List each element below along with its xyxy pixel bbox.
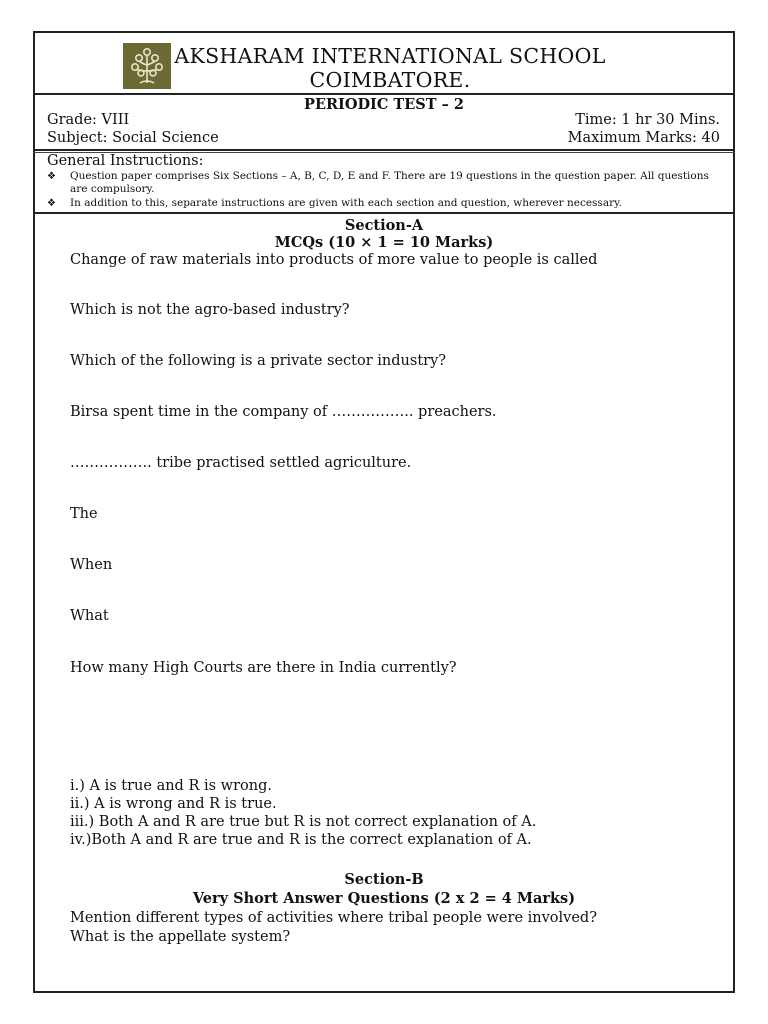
assertion-reason-option: iii.) Both A and R are true but R is not correct explanation of A. [70, 814, 537, 830]
question-text: Change of raw materials into products of more value to people is called [70, 252, 598, 268]
question-text: …………….. tribe practised settled agriculture. [70, 455, 412, 471]
diamond-bullet-icon: ❖ [47, 171, 56, 182]
school-city: COIMBATORE. [309, 68, 471, 92]
subject-label: Subject: Social Science [47, 130, 219, 146]
diamond-bullet-icon: ❖ [47, 198, 56, 209]
instruction-item [47, 170, 727, 196]
divider [33, 149, 735, 151]
school-name: AKSHARAM INTERNATIONAL SCHOOL [174, 44, 606, 68]
assertion-reason-option: ii.) A is wrong and R is true. [70, 796, 277, 812]
section-b-subtitle: Very Short Answer Questions (2 x 2 = 4 Marks) [192, 890, 576, 907]
section-a-title: Section-A [344, 217, 424, 234]
assertion-reason-option: iv.)Both A and R are true and R is the correct explanation of A. [70, 832, 532, 848]
instruction-text: Question paper comprises Six Sections – A, B, C, D, E and F. There are 19 questions in the question paper. All questions are compulsory. [70, 170, 709, 195]
test-title: PERIODIC TEST – 2 [304, 96, 464, 113]
assertion-reason-option: i.) A is true and R is wrong. [70, 778, 272, 794]
question-text: Mention different types of activities where tribal people were involved? [70, 910, 597, 926]
section-b-title: Section-B [344, 871, 424, 888]
divider [33, 93, 735, 95]
tree-emblem-icon [123, 43, 171, 89]
divider [33, 212, 735, 214]
question-text: What [70, 608, 109, 624]
instruction-item [47, 197, 727, 210]
time-label: Time: 1 hr 30 Mins. [575, 112, 720, 128]
question-text: Birsa spent time in the company of …………….. preachers. [70, 404, 497, 420]
instructions-heading: General Instructions: [47, 153, 204, 169]
question-text: What is the appellate system? [70, 929, 291, 945]
grade-label: Grade: VIII [47, 112, 130, 128]
instruction-text: In addition to this, separate instructions are given with each section and question, wherever necessary. [70, 197, 622, 209]
question-text: Which of the following is a private sector industry? [70, 353, 447, 369]
school-logo [123, 43, 171, 89]
question-text: Which is not the agro-based industry? [70, 302, 350, 318]
question-text: How many High Courts are there in India currently? [70, 660, 457, 676]
section-a-subtitle: MCQs (10 × 1 = 10 Marks) [274, 234, 494, 251]
question-text: When [70, 557, 113, 573]
question-text: The [70, 506, 98, 522]
max-marks-label: Maximum Marks: 40 [567, 130, 720, 146]
